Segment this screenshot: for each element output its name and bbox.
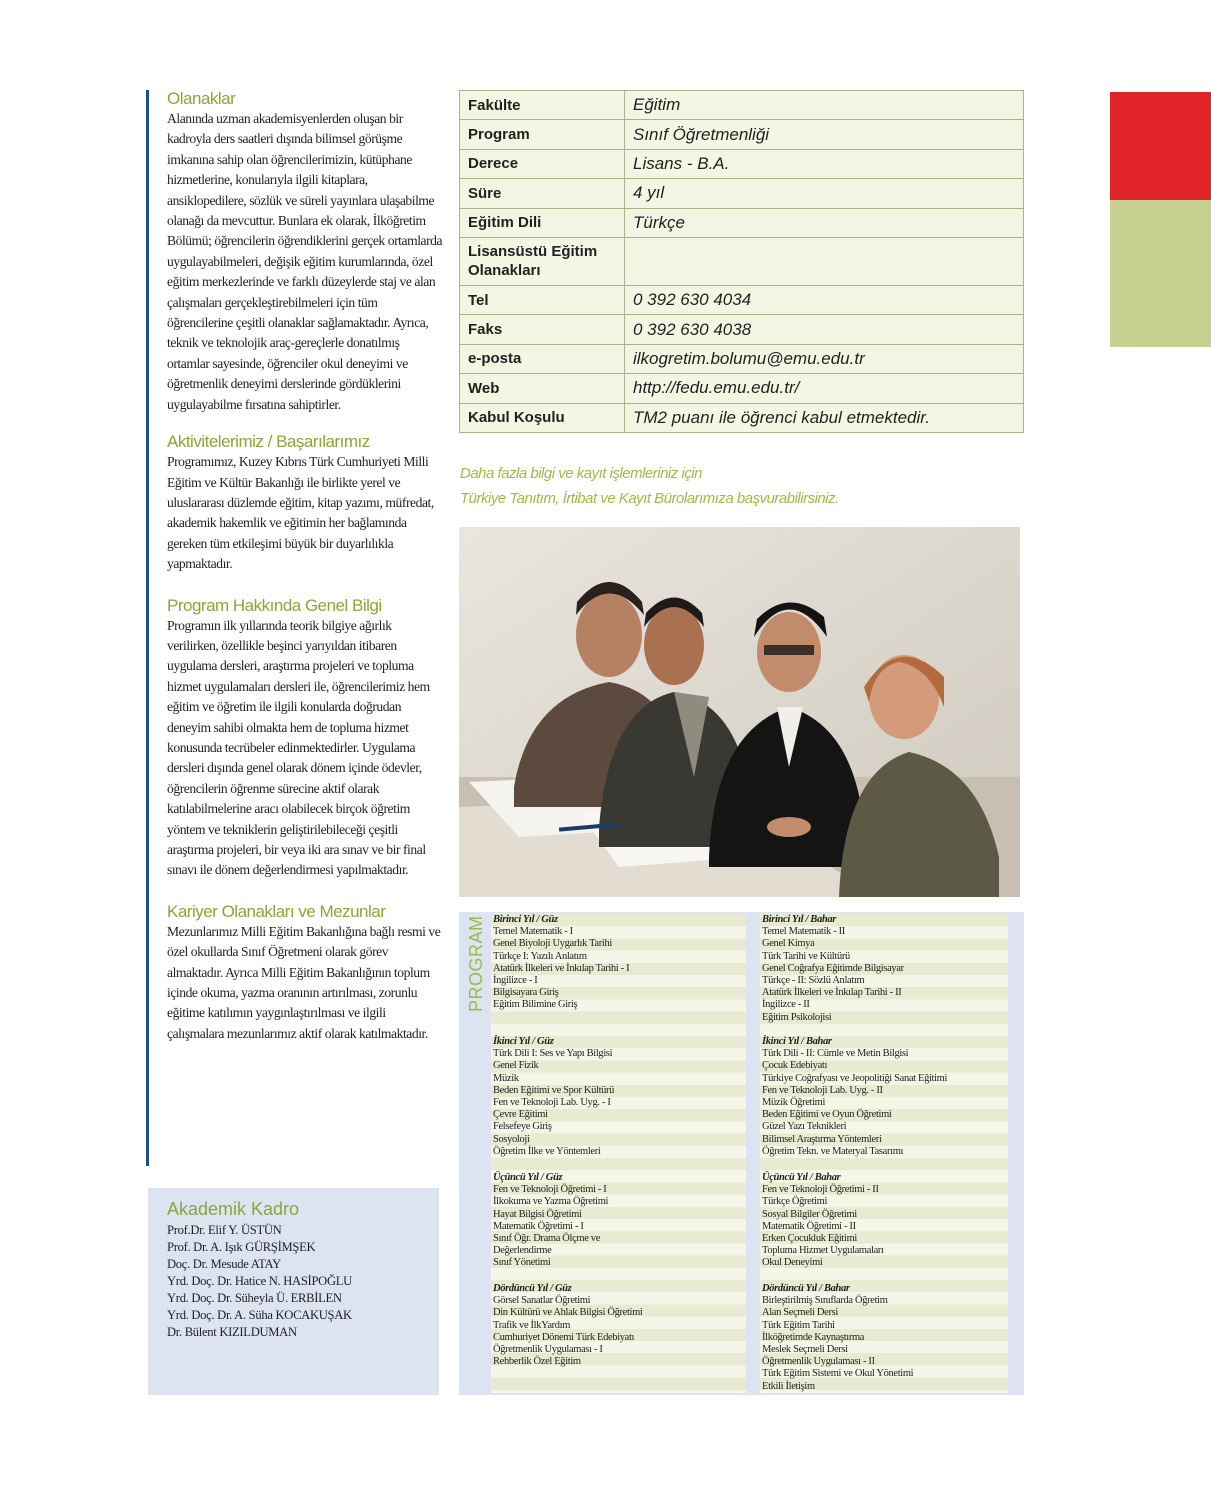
info-row: [460, 91, 1024, 120]
semester-title: Dördüncü Yıl / Bahar: [762, 1283, 850, 1294]
kadro-member: Prof. Dr. A. Işık GÜRŞİMŞEK: [167, 1240, 316, 1254]
section-title: Aktivitelerimiz / Başarılarımız: [167, 432, 370, 452]
program-info-table: [459, 90, 1024, 433]
course: Fen ve Teknoloji Lab. Uyg. - II: [762, 1084, 883, 1096]
course: Eğitim Psikolojisi: [762, 1011, 832, 1023]
course: İngilizce - II: [762, 999, 810, 1011]
course: Bilgisayara Giriş: [493, 987, 559, 999]
info-value: Sınıf Öğretmenliği: [625, 120, 1024, 149]
kadro-member: Yrd. Doç. Dr. Hatice N. HASİPOĞLU: [167, 1274, 352, 1288]
kadro-title: Akademik Kadro: [167, 1199, 300, 1219]
section-genel-bilgi: [167, 595, 443, 881]
info-value: 0 392 630 4034: [625, 285, 1024, 314]
course: Eğitim Bilimine Giriş: [493, 999, 578, 1011]
semester-title: Üçüncü Yıl / Bahar: [762, 1172, 841, 1183]
akademik-kadro-box: [148, 1188, 439, 1395]
course: Genel Coğrafya Eğitimde Bilgisayar: [762, 962, 904, 974]
info-row: [460, 315, 1024, 344]
course: Alan Seçmeli Dersi: [762, 1307, 838, 1319]
course: Temel Matematik - II: [762, 926, 845, 938]
info-key: Kabul Koşulu: [460, 403, 625, 432]
section-olanaklar: [167, 88, 443, 415]
course: İlköğretimde Kaynaştırma: [762, 1331, 865, 1343]
course: Müzik Öğretimi: [762, 1097, 826, 1109]
info-row: [460, 403, 1024, 432]
course: Fen ve Teknoloji Öğretimi - II: [762, 1184, 879, 1196]
semester-block: [762, 1172, 1008, 1270]
section-kariyer: [167, 901, 443, 1044]
info-row: [460, 374, 1024, 403]
course: Türk Dili - II: Cümle ve Metin Bilgisi: [762, 1048, 909, 1060]
course: Din Kültürü ve Ahlak Bilgisi Öğretimi: [493, 1307, 643, 1319]
info-key: Derece: [460, 149, 625, 178]
kadro-member: Yrd. Doç. Dr. A. Süha KOCAKUŞAK: [167, 1308, 352, 1322]
info-key: Web: [460, 374, 625, 403]
course: Genel Fizik: [493, 1060, 539, 1072]
course: Sınıf Öğr. Drama Ölçme ve: [493, 1233, 601, 1245]
left-accent-rule: [146, 90, 149, 1166]
course: Topluma Hizmet Uygulamaları: [762, 1245, 884, 1257]
course: Matematik Öğretimi - I: [493, 1220, 584, 1232]
course: Öğretim Tekn. ve Materyal Tasarımı: [762, 1145, 904, 1157]
info-key: Fakülte: [460, 91, 625, 120]
info-row: [460, 149, 1024, 178]
course: Müzik: [493, 1072, 519, 1084]
section-body: Alanında uzman akademisyenlerden oluşan bir kadroyla ders saatleri dışında bilimsel görüşme imkanına sahip olan öğrencilerimizin, kütüphane hizmetlerine, konularıyla ilgili kitaplara, ansiklopedilere, sözlük ve süreli yayınlara ulaşabilme olanağı da mevcuttur. Bunlara ek olarak, İlköğretim Bölümü; öğrencilerin öğrendiklerini gerçek ortamlarda uygulayabilmeleri, değişik eğitim kurumlarında, özel eğitim merkezlerinde ve farklı düzeylerde staj ve alan çalışmaları gerçekleştirebilmeleri için tüm öğrencilerine çeşitli olanaklar sağlamaktadır. Ayrıca, teknik ve teknolojik araç-gereçlerle donatılmış ortamlar sayesinde, öğrenciler okul deneyimi ve öğretmenlik deneyimi derslerinde gördüklerini uygulayabilme fırsatına sahiptirler.: [167, 111, 443, 412]
course: Öğretmenlik Uygulaması - I: [493, 1344, 603, 1356]
info-row: [460, 179, 1024, 208]
semester-title: İkinci Yıl / Bahar: [762, 1036, 832, 1047]
info-key: Program: [460, 120, 625, 149]
course: Görsel Sanatlar Öğretimi: [493, 1295, 591, 1307]
course: Meslek Seçmeli Dersi: [762, 1344, 848, 1356]
info-value: Lisans - B.A.: [625, 149, 1024, 178]
course: Türkçe - II: Sözlü Anlatım: [762, 975, 865, 987]
course: Türk Eğitim Tarihi: [762, 1319, 835, 1331]
info-key: Süre: [460, 179, 625, 208]
course: Beden Eğitimi ve Spor Kültürü: [493, 1084, 615, 1096]
program-column-fall: [491, 914, 746, 1393]
info-row: [460, 237, 1024, 285]
course: Türk Tarihi ve Kültürü: [762, 950, 850, 962]
info-row: [460, 344, 1024, 373]
course: Çevre Eğitimi: [493, 1109, 548, 1121]
info-key: Tel: [460, 285, 625, 314]
info-value: 0 392 630 4038: [625, 315, 1024, 344]
semester-block: [493, 914, 746, 1012]
course: Öğretmenlik Uygulaması - II: [762, 1356, 875, 1368]
semester-title: Dördüncü Yıl / Güz: [493, 1283, 572, 1294]
info-value: [625, 237, 1024, 285]
course: Çocuk Edebiyatı: [762, 1060, 828, 1072]
info-row: [460, 208, 1024, 237]
color-tab-green: [1110, 200, 1211, 347]
course: Okul Deneyimi: [762, 1257, 823, 1269]
left-column: [167, 88, 443, 1060]
semester-block: [493, 1036, 746, 1158]
info-row: [460, 285, 1024, 314]
course: Genel Biyoloji Uygarlık Tarihi: [493, 938, 612, 950]
classroom-photo-illustration: [459, 527, 1020, 897]
course: Temel Matematik - I: [493, 926, 573, 938]
course: Trafik ve İlkYardım: [493, 1319, 571, 1331]
semester-block: [762, 1283, 1008, 1393]
course: Fen ve Teknoloji Lab. Uyg. - I: [493, 1097, 611, 1109]
course: Türkçe Öğretimi: [762, 1196, 828, 1208]
section-title: Olanaklar: [167, 89, 236, 108]
semester-title: Üçüncü Yıl / Güz: [493, 1172, 563, 1183]
info-value: http://fedu.emu.edu.tr/: [625, 374, 1024, 403]
course: Genel Kimya: [762, 938, 815, 950]
semester-block: [762, 1036, 1008, 1158]
kadro-member: Yrd. Doç. Dr. Süheyla Ü. ERBİLEN: [167, 1291, 342, 1305]
course: Matematik Öğretimi - II: [762, 1220, 856, 1232]
info-value: Eğitim: [625, 91, 1024, 120]
info-key: Lisansüstü Eğitim Olanakları: [460, 237, 625, 285]
info-value: ilkogretim.bolumu@emu.edu.tr: [625, 344, 1024, 373]
course: Türkçe I: Yazılı Anlatım: [493, 950, 587, 962]
course: İlkokuma ve Yazma Öğretimi: [493, 1196, 609, 1208]
info-key: e-posta: [460, 344, 625, 373]
section-title: Program Hakkında Genel Bilgi: [167, 595, 382, 615]
course: Felsefeye Giriş: [493, 1121, 552, 1133]
info-value: TM2 puanı ile öğrenci kabul etmektedir.: [625, 403, 1024, 432]
classroom-photo: [459, 527, 1020, 897]
course: Sosyal Bilgiler Öğretimi: [762, 1208, 857, 1220]
course: Rehberlik Özel Eğitim: [493, 1356, 581, 1368]
course: Bilimsel Araştırma Yöntemleri: [762, 1133, 882, 1145]
section-body: Mezunlarımız Milli Eğitim Bakanlığına bağlı resmi ve özel okullarda Sınıf Öğretmeni olarak görev almaktadır. Ayrıca Milli Eğitim Bakanlığının toplum içinde okuma, yazma oranının artırılması, zorunlu eğitime katılımın yaygınlaştırılması ve ilgili çalışmalara mezunlarımız aktif olarak katılmaktadır.: [167, 923, 441, 1041]
course: Sosyoloji: [493, 1133, 530, 1145]
info-key: Faks: [460, 315, 625, 344]
course: Fen ve Teknoloji Öğretimi - I: [493, 1184, 607, 1196]
course: İngilizce - I: [493, 975, 538, 987]
semester-block: [493, 1283, 746, 1368]
course: Etkili İletişim: [762, 1380, 815, 1392]
section-title: Kariyer Olanakları ve Mezunlar: [167, 901, 386, 921]
info-value: Türkçe: [625, 208, 1024, 237]
course: Atatürk İlkeleri ve İnkılap Tarihi - I: [493, 962, 630, 974]
semester-title: Birinci Yıl / Güz: [493, 914, 558, 925]
semester-title: Birinci Yıl / Bahar: [762, 914, 836, 925]
course: Hayat Bilgisi Öğretimi: [493, 1208, 582, 1220]
section-aktiviteler: [167, 431, 443, 574]
program-vertical-label: PROGRAM: [466, 915, 486, 1012]
course: Beden Eğitimi ve Oyun Öğretimi: [762, 1109, 892, 1121]
note-line: Türkiye Tanıtım, İrtibat ve Kayıt Bürolarımıza başvurabilirsiniz.: [460, 490, 839, 507]
color-tab-red: [1110, 92, 1211, 200]
section-body: Programın ilk yıllarında teorik bilgiye ağırlık verilirken, özellikle beşinci yarıyıldan itibaren uygulama dersleri, araştırma projeleri ve topluma hizmet uygulamaları dersleri ile, öğrencilerimiz hem eğitim ve öğretim ile ilgili konularda doğrudan deneyim sahibi olmakta hem de topluma hizmet konusunda tecrübeler edinmektedirler. Uygulama dersleri dışında genel olarak dönem içinde ödevler, öğrencilerin öğrenme sürecine aktif olarak katılabilmelerine aracı olabilecek birçok öğretim yöntem ve tekniklerin geliştirilebileceği çeşitli araştırma projeleri, bir veya iki ara sınav ve bir final sınavı ile dönem değerlendirmesi yapılmaktadır.: [167, 617, 430, 878]
kadro-member: Prof.Dr. Elif Y. ÜSTÜN: [167, 1223, 282, 1237]
course: Türk Eğitim Sistemi ve Okul Yönetimi: [762, 1368, 914, 1380]
course: Türk Dili I: Ses ve Yapı Bilgisi: [493, 1048, 613, 1060]
kadro-member: Doç. Dr. Mesude ATAY: [167, 1257, 281, 1271]
course: Güzel Yazı Teknikleri: [762, 1121, 847, 1133]
course: Sınıf Yönetimi: [493, 1257, 551, 1269]
course: Değerlendirme: [493, 1245, 552, 1257]
course: Cumhuriyet Dönemi Türk Edebiyatı: [493, 1331, 635, 1343]
course: Atatürk İlkeleri ve İnkılap Tarihi - II: [762, 987, 902, 999]
program-column-spring: [760, 914, 1008, 1393]
info-row: [460, 120, 1024, 149]
course: Birleştirilmiş Sınıflarda Öğretim: [762, 1295, 888, 1307]
note-line: Daha fazla bilgi ve kayıt işlemleriniz için: [460, 465, 702, 482]
course: Öğretim İlke ve Yöntemleri: [493, 1145, 601, 1157]
course: Erken Çocukluk Eğitimi: [762, 1233, 857, 1245]
course: Türkiye Coğrafyası ve Jeopolitiği Sanat Eğitimi: [762, 1072, 948, 1084]
section-body: Programımız, Kuzey Kıbrıs Türk Cumhuriyeti Milli Eğitim ve Kültür Bakanlığı ile birlikte yerel ve uluslararası düzlemde eğitim, kitap yazımı, müfredat, akademik hakemlik ve eğitimin her bağlamında gereken tüm etkileşimi büyük bir duyarlılıkla yapmaktadır.: [167, 454, 434, 572]
semester-block: [493, 1172, 746, 1270]
semester-block: [762, 914, 1008, 1024]
info-key: Eğitim Dili: [460, 208, 625, 237]
info-value: 4 yıl: [625, 179, 1024, 208]
semester-title: İkinci Yıl / Güz: [493, 1036, 554, 1047]
kadro-member: Dr. Bülent KIZILDUMAN: [167, 1325, 297, 1339]
info-note: [460, 461, 1020, 511]
